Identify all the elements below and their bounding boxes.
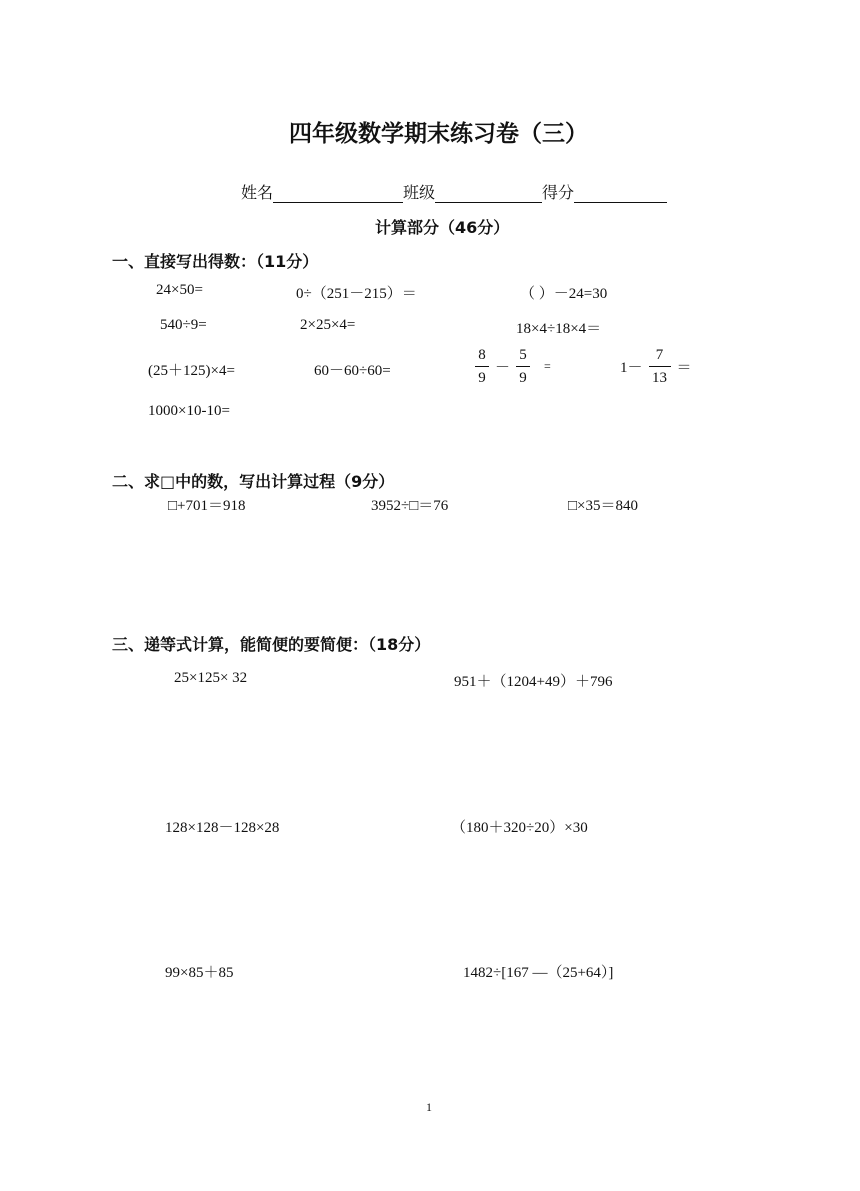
s1-item: 540÷9= bbox=[160, 317, 207, 333]
class-blank[interactable] bbox=[435, 184, 542, 203]
fraction-expression-2 bbox=[620, 346, 692, 387]
operator: － bbox=[495, 360, 511, 376]
denominator: 9 bbox=[478, 370, 486, 386]
equals-sign: = bbox=[544, 359, 551, 373]
s3-item: 128×128－128×28 bbox=[165, 820, 280, 836]
s1-item: 60－60÷60= bbox=[314, 363, 391, 379]
s1-item: 24×50= bbox=[156, 282, 203, 298]
fraction-expression-1 bbox=[475, 346, 551, 387]
numerator: 7 bbox=[655, 347, 664, 363]
section3-heading: 三、递等式计算，能简便的要简便：（18分） bbox=[112, 635, 431, 654]
s1-item: 1000×10-10= bbox=[148, 403, 230, 419]
s2-item: □+701＝918 bbox=[168, 498, 246, 514]
s3-item: （180＋320÷20）×30 bbox=[451, 820, 588, 836]
s3-item: 951＋（1204+49）＋796 bbox=[454, 674, 613, 690]
section2-heading: 二、求□中的数，写出计算过程（9分） bbox=[112, 472, 395, 491]
s1-item: 0÷（251－215）＝ bbox=[296, 286, 417, 302]
name-label: 姓名 bbox=[241, 183, 274, 202]
score-label: 得分 bbox=[542, 183, 575, 202]
denominator: 13 bbox=[652, 370, 668, 386]
denominator: 9 bbox=[519, 370, 527, 386]
page-title: 四年级数学期末练习卷（三） bbox=[289, 121, 588, 147]
fraction bbox=[516, 346, 530, 387]
s1-item: (25＋125)×4= bbox=[148, 363, 235, 379]
page-number: 1 bbox=[426, 1100, 432, 1114]
s1-item: （ ）－24=30 bbox=[520, 286, 608, 302]
numerator: 5 bbox=[519, 347, 527, 363]
s1-item: 2×25×4= bbox=[300, 317, 356, 333]
s3-item: 1482÷[167 —（25+64）] bbox=[463, 965, 614, 981]
s2-item: □×35＝840 bbox=[568, 498, 639, 514]
leading-term: 1－ bbox=[620, 360, 643, 376]
fraction bbox=[649, 346, 671, 387]
name-blank[interactable] bbox=[273, 184, 403, 203]
equals-sign: ＝ bbox=[676, 360, 692, 376]
numerator: 8 bbox=[478, 347, 486, 363]
score-blank[interactable] bbox=[574, 184, 667, 203]
fraction bbox=[475, 346, 489, 387]
s1-item: 18×4÷18×4＝ bbox=[516, 321, 602, 337]
s3-item: 25×125× 32 bbox=[174, 670, 248, 686]
part-title: 计算部分（46分） bbox=[375, 218, 510, 237]
s3-item: 99×85＋85 bbox=[165, 965, 234, 981]
student-info-line bbox=[241, 180, 667, 203]
class-label: 班级 bbox=[403, 183, 436, 202]
section1-heading: 一、直接写出得数：（11分） bbox=[112, 252, 319, 271]
s2-item: 3952÷□＝76 bbox=[371, 498, 449, 514]
